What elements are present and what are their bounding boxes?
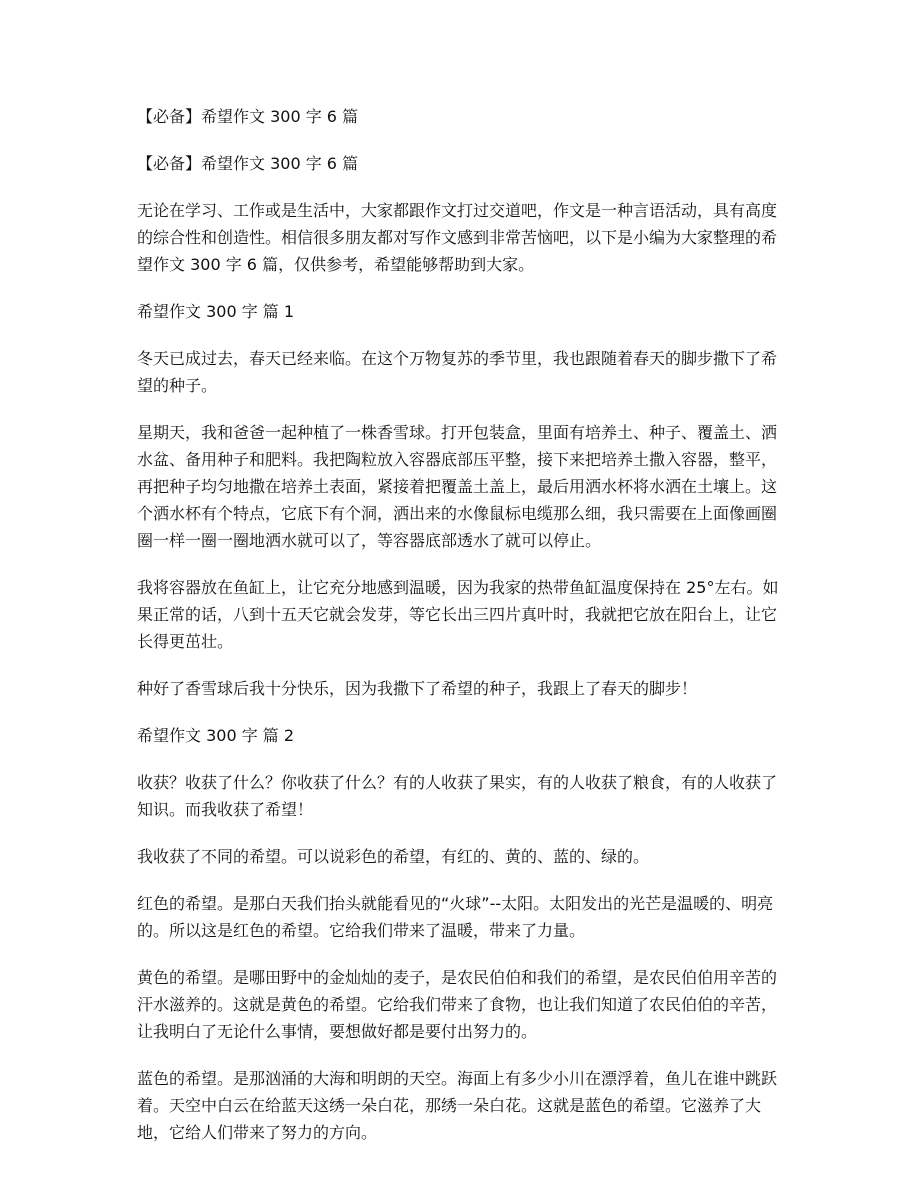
- document-subtitle: 【必备】希望作文 300 字 6 篇: [137, 154, 359, 173]
- section-2-paragraph: 黄色的希望。是哪田野中的金灿灿的麦子，是农民伯伯和我们的希望，是农民伯伯用辛苦的汗水滋养的。这就是黄色的希望。它给我们带来了食物，也让我们知道了农民伯伯的辛苦，让我明白了无论什么事情，要想做好都是要付出努力的。: [137, 968, 778, 1041]
- section-2-paragraph: 红色的希望。是那白天我们抬头就能看见的“火球”--太阳。太阳发出的光芒是温暖的、明亮的。所以这是红色的希望。它给我们带来了温暖，带来了力量。: [137, 894, 774, 940]
- section-1-paragraph: 我将容器放在鱼缸上，让它充分地感到温暖，因为我家的热带鱼缸温度保持在 25°左右。如果正常的话，八到十五天它就会发芽，等它长出三四片真叶时，我就把它放在阳台上，让它长得更茁壮。: [137, 578, 779, 651]
- intro-paragraph: 无论在学习、工作或是生活中，大家都跟作文打过交道吧，作文是一种言语活动，具有高度的综合性和创造性。相信很多朋友都对写作文感到非常苦恼吧，以下是小编为大家整理的希望作文 300 字 6 篇，仅供参考，希望能够帮助到大家。: [137, 201, 778, 274]
- section-1-paragraph: 冬天已成过去，春天已经来临。在这个万物复苏的季节里，我也跟随着春天的脚步撒下了希望的种子。: [137, 349, 778, 395]
- section-2-paragraph: 蓝色的希望。是那汹涌的大海和明朗的天空。海面上有多少小川在漂浮着，鱼儿在谁中跳跃着。天空中白云在给蓝天这绣一朵白花，那绣一朵白花。这就是蓝色的希望。它滋养了大地，它给人们带来了努力的方向。: [137, 1069, 778, 1142]
- section-1-paragraph: 种好了香雪球后我十分快乐，因为我撒下了希望的种子，我跟上了春天的脚步！: [137, 679, 698, 698]
- section-2-paragraph: 我收获了不同的希望。可以说彩色的希望，有红的、黄的、蓝的、绿的。: [137, 847, 650, 866]
- section-1-heading: 希望作文 300 字 篇 1: [137, 302, 295, 321]
- document-title: 【必备】希望作文 300 字 6 篇: [137, 107, 359, 126]
- section-1-paragraph: 星期天，我和爸爸一起种植了一株香雪球。打开包装盒，里面有培养土、种子、覆盖土、洒水盆、备用种子和肥料。我把陶粒放入容器底部压平整，接下来把培养土撒入容器，整平，再把种子均匀地撒在培养土表面，紧接着把覆盖土盖上，最后用洒水杯将水洒在土壤上。这个洒水杯有个特点，它底下有个洞，洒出来的水像鼠标电缆那么细，我只需要在上面像画圈圈一样一圈一圈地洒水就可以了，等容器底部透水了就可以停止。: [137, 423, 778, 550]
- section-2-paragraph: 收获？收获了什么？你收获了什么？有的人收获了果实，有的人收获了粮食，有的人收获了知识。而我收获了希望！: [137, 773, 778, 819]
- section-2-heading: 希望作文 300 字 篇 2: [137, 726, 295, 745]
